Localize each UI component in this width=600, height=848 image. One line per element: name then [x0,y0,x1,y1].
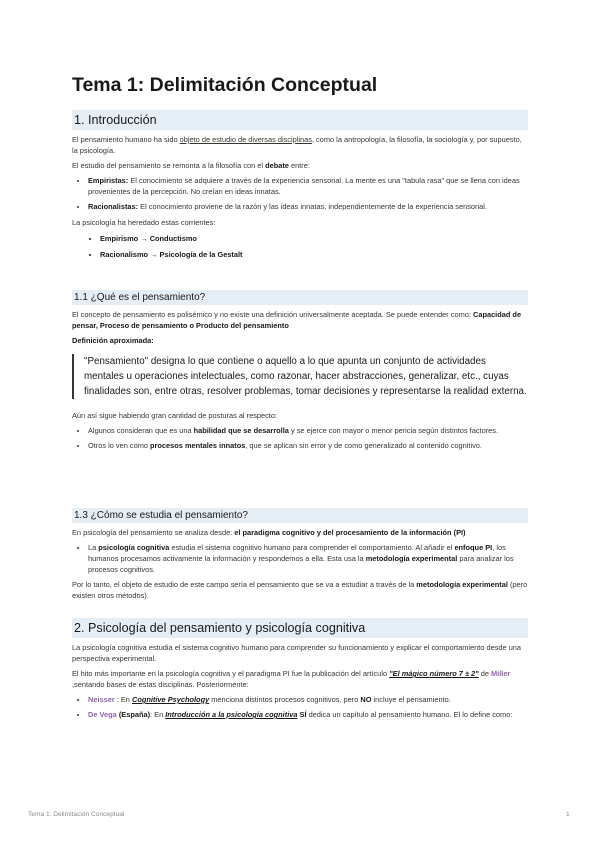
list-item: • De Vega (España): En Introducción a la psicología cognitiva SÍ dedica un capítulo al pensamiento humano. El lo define como: [88,709,528,720]
footer-page-number: 1 [566,811,570,818]
list-item: • Empiristas: El conocimiento se adquiere a través de la experiencia sensorial. La mente es una "tabula rasa" que se llena con ideas provenientes de la percepción. No creían en ideas innatas. [88,175,528,197]
list-item: • Empirismo → Conductismo [100,233,528,244]
blockquote: "Pensamiento" designa lo que contiene o aquello a lo que apunta un conjunto de actividades mentales u operaciones intelectuales, como razonar, hacer abstracciones, generalizar, etc., cuyas finalidades son, entre otras, resolver problemas, tomar decisiones y representarse la realidad externa. [72,354,528,399]
section-heading: 1. Introducción [72,110,528,130]
paragraph: El concepto de pensamiento es polisémico y no existe una definición universalmente aceptada. Se puede entender como: Capacidad de pensar, Proceso de pensamiento o Producto del pensamiento [72,310,522,330]
underlined-text: objeto de estudio de diversas disciplinas [179,135,312,144]
paragraph: La psicología cognitiva estudia el sistema cognitivo humano para comprender su funcionamiento y explicar el comportamiento desde una perspectiva experimental. [72,643,522,663]
definition-label: Definición aproximada: [72,336,154,345]
list-item: • Otros lo ven como procesos mentales innatos, que se aplican sin error y de como generalizado al contenido cognitivo. [88,440,528,451]
section-como-se-estudia [72,508,528,601]
paragraph: Aún así sigue habiendo gran cantidad de posturas al respecto: [72,411,278,420]
paragraph: Por lo tanto, el objeto de estudio de este campo sería el pensamiento que se va a estudiar a través de la metodología experimental (pero existen otros métodos). [72,580,528,600]
paragraph: La psicología ha heredado estas corrientes: [72,218,216,227]
section-heading: 2. Psicología del pensamiento y psicología cognitiva [72,618,528,638]
list-item: • La psicología cognitiva estudia el sistema cognitivo humano para comprender el comportamiento. Al añadir el enfoque PI, los humanos procesamos activamente la información y respondemos a ella. Esta usa la metodología experimental para analizar los procesos cognitivos. [88,542,528,575]
paragraph: El pensamiento humano ha sido objeto de estudio de diversas disciplinas, como la antropología, la filosofía, la sociología y, por supuesto, la psicología. [72,135,522,155]
paragraph: El hito más importante en la psicología cognitiva y el paradigma PI fue la publicación del artículo "El mágico número 7 ± 2" de Miller ,sentando bases de estas disciplinas. Posteriormente: [72,669,511,689]
bullet-list [72,694,528,720]
section-introduccion [72,110,528,260]
list-item: • Racionalistas: El conocimiento proviene de la razón y las ideas innatas, independientemente de la experiencia sensorial. [88,201,528,212]
list-item: • Racionalismo → Psicología de la Gestalt [100,249,528,260]
section-psicologia-pensamiento [72,618,528,720]
section-heading: 1.3 ¿Cómo se estudia el pensamiento? [72,508,528,523]
bullet-list [72,542,528,575]
section-heading: 1.1 ¿Qué es el pensamiento? [72,290,528,305]
bullet-list [72,425,528,451]
list-item: • Neisser : En Cognitive Psychology menciona distintos procesos cognitivos, pero NO incluye el pensamiento. [88,694,528,705]
list-item: • Algunos consideran que es una habilidad que se desarrolla y se ejerce con mayor o menor pericia según distintos factores. [88,425,528,436]
paragraph: El estudio del pensamiento se remonta a la filosofía con el debate entre: [72,161,310,170]
section-que-es-pensamiento [72,290,528,451]
page-title: Tema 1: Delimitación Conceptual [72,74,378,96]
bullet-list [72,175,528,212]
footer-title: Tema 1: Delimitación Conceptual [28,811,125,818]
bullet-list [72,233,528,260]
paragraph: En psicología del pensamiento se analiza desde: el paradigma cognitivo y del procesamiento de la información (PI) [72,528,466,537]
